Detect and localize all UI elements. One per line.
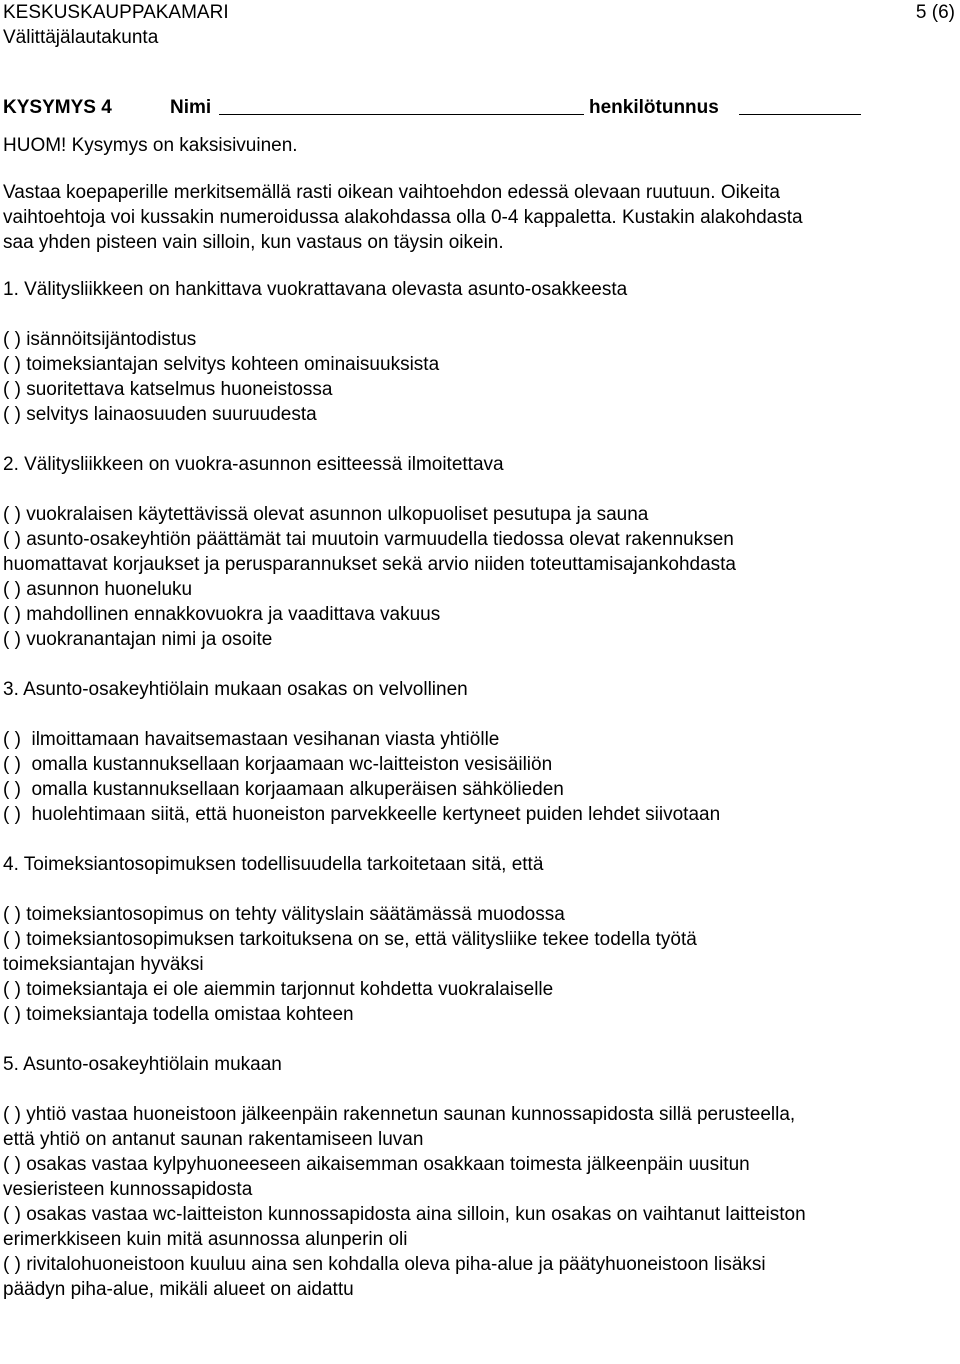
answer-option[interactable]: ( ) rivitalohuoneistoon kuuluu aina sen kohdalla oleva piha-alue ja päätyhuoneistoon lisäksi: [3, 1254, 766, 1275]
answer-option[interactable]: ( ) toimeksiantaja ei ole aiemmin tarjonnut kohdetta vuokralaiselle: [3, 979, 554, 1000]
question-item-5: [3, 1052, 955, 1302]
answer-option[interactable]: ( ) huolehtimaan siitä, että huoneiston parvekkeelle kertyneet puiden lehdet siivotaan: [3, 804, 721, 825]
answer-option[interactable]: ( ) toimeksiantajan selvitys kohteen ominaisuuksista: [3, 354, 440, 375]
document-header: [3, 0, 955, 25]
item-heading: 3. Asunto-osakeyhtiölain mukaan osakas on velvollinen: [3, 679, 468, 700]
question-item-3: [3, 677, 955, 827]
name-label: Nimi: [170, 97, 212, 118]
answer-option[interactable]: ( ) omalla kustannuksellaan korjaamaan alkuperäisen sähkölieden: [3, 779, 564, 800]
question-header: [3, 95, 955, 120]
question-item-1: [3, 277, 955, 427]
answer-option[interactable]: ( ) vuokranantajan nimi ja osoite: [3, 629, 273, 650]
item-heading: 5. Asunto-osakeyhtiölain mukaan: [3, 1054, 282, 1075]
board-name: Välittäjälautakunta: [3, 27, 159, 48]
id-label: henkilötunnus: [589, 97, 719, 118]
answer-option[interactable]: ( ) asunto-osakeyhtiön päättämät tai muutoin varmuudella tiedossa olevat rakennuksen: [3, 529, 734, 550]
answer-option[interactable]: ( ) omalla kustannuksellaan korjaamaan wc-laitteiston vesisäiliön: [3, 754, 553, 775]
answer-option-continuation: huomattavat korjaukset ja perusparannukset sekä arvio niiden toteuttamisajankohdasta: [3, 554, 736, 575]
answer-option-continuation: että yhtiö on antanut saunan rakentamiseen luvan: [3, 1129, 424, 1150]
instruction-line: saa yhden pisteen vain silloin, kun vastaus on täysin oikein.: [3, 232, 504, 253]
instructions: [3, 180, 955, 255]
item-heading: 1. Välitysliikkeen on hankittava vuokrattavana olevasta asunto-osakkeesta: [3, 279, 628, 300]
id-blank-line[interactable]: [739, 114, 861, 115]
answer-option[interactable]: ( ) osakas vastaa wc-laitteiston kunnossapidosta aina silloin, kun osakas on vaihtanut laitteiston: [3, 1204, 806, 1225]
question-label: KYSYMYS 4: [3, 97, 112, 118]
answer-option[interactable]: ( ) toimeksiantosopimus on tehty välityslain säätämässä muodossa: [3, 904, 565, 925]
answer-option[interactable]: ( ) suoritettava katselmus huoneistossa: [3, 379, 333, 400]
answer-option[interactable]: ( ) yhtiö vastaa huoneistoon jälkeenpäin rakennetun saunan kunnossapidosta sillä perusteella,: [3, 1104, 796, 1125]
answer-option-continuation: vesieristeen kunnossapidosta: [3, 1179, 253, 1200]
name-blank-line[interactable]: [219, 114, 584, 115]
answer-option[interactable]: ( ) mahdollinen ennakkovuokra ja vaadittava vakuus: [3, 604, 441, 625]
question-item-2: [3, 452, 955, 652]
answer-option[interactable]: ( ) toimeksiantosopimuksen tarkoituksena on se, että välitysliike tekee todella työtä: [3, 929, 697, 950]
answer-option[interactable]: ( ) osakas vastaa kylpyhuoneeseen aikaisemman osakkaan toimesta jälkeenpäin uusitun: [3, 1154, 750, 1175]
answer-option[interactable]: ( ) isännöitsijäntodistus: [3, 329, 197, 350]
item-heading: 2. Välitysliikkeen on vuokra-asunnon esitteessä ilmoitettava: [3, 454, 504, 475]
item-heading: 4. Toimeksiantosopimuksen todellisuudella tarkoitetaan sitä, että: [3, 854, 544, 875]
organization-name: KESKUSKAUPPAKAMARI: [3, 2, 229, 23]
instruction-line: Vastaa koepaperille merkitsemällä rasti oikean vaihtoehdon edessä olevaan ruutuun. Oikeita: [3, 182, 780, 203]
page-number: 5 (6): [915, 2, 955, 23]
document-page: [3, 0, 955, 1302]
question-item-4: [3, 852, 955, 1027]
instruction-line: vaihtoehtoja voi kussakin numeroidussa alakohdassa olla 0-4 kappaletta. Kustakin alakohdasta: [3, 207, 803, 228]
answer-option-continuation: päädyn piha-alue, mikäli alueet on aidattu: [3, 1279, 354, 1300]
answer-option[interactable]: ( ) selvitys lainaosuuden suuruudesta: [3, 404, 317, 425]
question-note: HUOM! Kysymys on kaksisivuinen.: [3, 135, 298, 156]
answer-option[interactable]: ( ) vuokralaisen käytettävissä olevat asunnon ulkopuoliset pesutupa ja sauna: [3, 504, 649, 525]
answer-option[interactable]: ( ) asunnon huoneluku: [3, 579, 193, 600]
answer-option[interactable]: ( ) toimeksiantaja todella omistaa kohteen: [3, 1004, 354, 1025]
answer-option-continuation: erimerkkiseen kuin mitä asunnossa alunperin oli: [3, 1229, 408, 1250]
answer-option-continuation: toimeksiantajan hyväksi: [3, 954, 204, 975]
answer-option[interactable]: ( ) ilmoittamaan havaitsemastaan vesihanan viasta yhtiölle: [3, 729, 500, 750]
